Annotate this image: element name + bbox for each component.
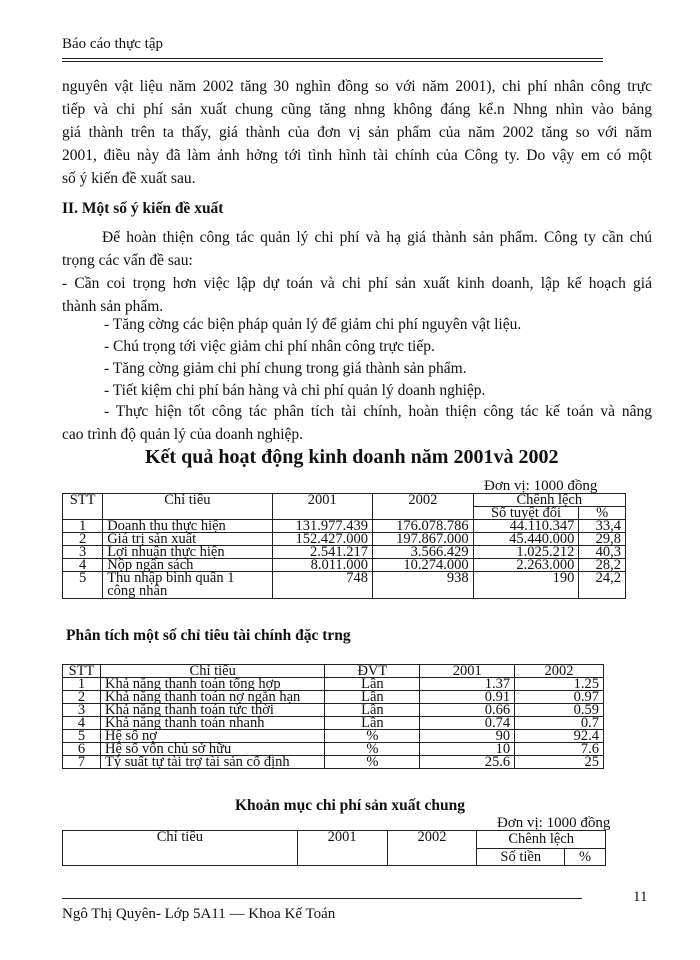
cell-2002: 0.59	[515, 704, 604, 717]
cell-pct: 33,4	[579, 520, 626, 533]
cell-name: Khả năng thanh toán nhanh	[100, 717, 324, 730]
cell-stt: 1	[63, 520, 103, 533]
cell-stt: 5	[63, 730, 101, 743]
cell-name: Tỷ suất tự tài trợ tài sản cố định	[100, 756, 324, 769]
cell-2002: 1.25	[515, 678, 604, 691]
financial-ratios-table	[62, 664, 604, 769]
cell-name: Khả năng thanh toán tổng hợp	[100, 678, 324, 691]
cell-dvt: Lần	[325, 691, 420, 704]
table-row	[63, 756, 604, 769]
cell-dvt: %	[325, 756, 420, 769]
cell-stt: 1	[63, 678, 101, 691]
overhead-costs-table	[62, 830, 606, 866]
header-sotuyetdoi: Số tuyệt đối	[473, 507, 579, 520]
cell-name: Khả năng thanh toán tức thời	[100, 704, 324, 717]
cell-2001: 0.91	[420, 691, 515, 704]
cell-2002: 3.566.429	[373, 546, 474, 559]
cell-2002: 7.6	[515, 743, 604, 756]
closing-line: - Thực hiện tốt công tác phân tích tài chính, hoàn thiện công tác kế toán và nâng	[104, 403, 652, 420]
bullet-item: - Tăng cờng giảm chi phí chung trong giá thành sản phẩm.	[104, 360, 467, 377]
cell-stt: 3	[63, 546, 103, 559]
header-sotien: Số tiền	[477, 848, 565, 866]
intro-paragraph	[62, 75, 652, 190]
cell-2001: 90	[420, 730, 515, 743]
cell-diff: 1.025.212	[473, 546, 579, 559]
cell-name: Hệ số vốn chủ sở hữu	[100, 743, 324, 756]
section-heading: II. Một số ý kiến đề xuất	[62, 200, 224, 217]
cell-dvt: Lần	[325, 717, 420, 730]
cell-name: Doanh thu thực hiện	[103, 520, 272, 533]
section-line: - Cần coi trọng hơn việc lập dự toán và chi phí sản xuất kinh doanh, lập kế hoạch giá	[62, 275, 652, 292]
cell-2002: 92.4	[515, 730, 604, 743]
cell-pct: 24,2	[579, 572, 626, 599]
cell-stt: 5	[63, 572, 103, 599]
cell-stt: 7	[63, 756, 101, 769]
cell-dvt: %	[325, 730, 420, 743]
header-stt: STT	[63, 494, 103, 520]
cell-dvt: Lần	[325, 678, 420, 691]
table-row	[63, 572, 626, 599]
cell-2002: 938	[373, 572, 474, 599]
section-line: trọng các vấn đề sau:	[62, 252, 193, 269]
cell-diff: 44.110.347	[473, 520, 579, 533]
cell-stt: 2	[63, 691, 101, 704]
cell-2001: 748	[272, 572, 373, 599]
cell-2001: 0.74	[420, 717, 515, 730]
cell-stt: 4	[63, 559, 103, 572]
header-2001: 2001	[272, 494, 373, 520]
table1-title: Kết quả hoạt động kinh doanh năm 2001và 2002	[145, 446, 559, 468]
intro-line: giá thành trên ta thấy, giá thành của đơn vị sản phẩm của năm 2002 tăng so với năm	[62, 124, 652, 141]
header-chitieu: Chỉ tiêu	[63, 831, 298, 866]
page-header: Báo cáo thực tập	[62, 36, 164, 52]
header-rule	[62, 58, 603, 59]
cell-diff: 45.440.000	[473, 533, 579, 546]
cell-2001: 152.427.000	[272, 533, 373, 546]
header-2001: 2001	[297, 831, 387, 866]
cell-dvt: %	[325, 743, 420, 756]
header-chenhlech: Chênh lệch	[477, 831, 606, 849]
intro-line: nguyên vật liệu năm 2002 tăng 30 nghìn đồng so với năm 2001), chi phí nhân công trực	[62, 78, 652, 95]
table1-unit: Đơn vị: 1000 đồng	[484, 478, 598, 494]
cell-2002: 25	[515, 756, 604, 769]
intro-line: tiếp và chi phí sản xuất chung cũng tăng nhng không đáng kể.n Nhng nhìn vào bảng	[62, 101, 652, 118]
table3-title: Khoản mục chi phí sản xuất chung	[235, 797, 465, 814]
cell-name-line2: công nhân	[107, 583, 168, 599]
intro-line: số ý kiến đề xuất sau.	[62, 170, 196, 187]
cell-2002: 0.7	[515, 717, 604, 730]
header-pct: %	[579, 507, 626, 520]
cell-name-line1: Thu nhập bình quân 1	[107, 570, 235, 586]
cell-diff: 2.263.000	[473, 559, 579, 572]
closing-paragraph	[62, 400, 652, 446]
business-results-table	[62, 493, 626, 599]
cell-name: Lợi nhuận thực hiện	[103, 546, 272, 559]
page-footer: Ngô Thị Quyên- Lớp 5A11 — Khoa Kế Toán	[62, 906, 336, 922]
cell-name: Giá trị sản xuất	[103, 533, 272, 546]
cell-dvt: Lần	[325, 704, 420, 717]
section-line: thành sản phẩm.	[62, 298, 164, 315]
cell-2001: 1.37	[420, 678, 515, 691]
cell-stt: 4	[63, 717, 101, 730]
cell-pct: 40,3	[579, 546, 626, 559]
table2-title: Phân tích một số chỉ tiêu tài chính đặc trng	[66, 627, 351, 644]
cell-2001: 10	[420, 743, 515, 756]
header-chitieu: Chỉ tiêu	[103, 494, 272, 520]
header-2001: 2001	[420, 665, 515, 678]
cell-pct: 28,2	[579, 559, 626, 572]
header-pct: %	[565, 848, 606, 866]
cell-pct: 29,8	[579, 533, 626, 546]
section-line: Để hoàn thiện công tác quản lý chi phí và hạ giá thành sản phẩm. Công ty cần chú	[102, 229, 652, 246]
cell-2001: 0.66	[420, 704, 515, 717]
cell-2002: 10.274.000	[373, 559, 474, 572]
cell-2001: 8.011.000	[272, 559, 373, 572]
header-rule-thin	[62, 61, 603, 62]
section-paragraph	[62, 226, 652, 318]
cell-name: Hệ số nợ	[100, 730, 324, 743]
closing-line: cao trình độ quản lý của doanh nghiệp.	[62, 426, 304, 443]
header-2002: 2002	[515, 665, 604, 678]
cell-2002: 176.078.786	[373, 520, 474, 533]
cell-2001: 131.977.439	[272, 520, 373, 533]
header-2002: 2002	[373, 494, 474, 520]
header-chenhlech: Chênh lệch	[473, 494, 625, 507]
cell-name: Khả năng thanh toán nợ ngắn hạn	[100, 691, 324, 704]
header-chitieu: Chỉ tiêu	[100, 665, 324, 678]
bullet-item: - Chú trọng tới việc giảm chi phí nhân công trực tiếp.	[104, 338, 435, 355]
header-stt: STT	[63, 665, 101, 678]
cell-name	[103, 572, 272, 599]
intro-line: 2001, điều này đã làm ảnh hởng tới tình hình tài chính của Công ty. Do vậy em có một	[62, 147, 652, 164]
cell-2001: 25.6	[420, 756, 515, 769]
footer-rule	[62, 898, 582, 899]
cell-2001: 2.541.217	[272, 546, 373, 559]
bullet-item: - Tăng cờng các biện pháp quản lý để giảm chi phí nguyên vật liệu.	[104, 316, 522, 333]
cell-stt: 2	[63, 533, 103, 546]
header-dvt: ĐVT	[325, 665, 420, 678]
cell-stt: 3	[63, 704, 101, 717]
header-2002: 2002	[387, 831, 477, 866]
cell-2002: 197.867.000	[373, 533, 474, 546]
cell-2002: 0.97	[515, 691, 604, 704]
table3-unit: Đơn vị: 1000 đồng	[497, 815, 611, 831]
cell-stt: 6	[63, 743, 101, 756]
cell-name: Nộp ngân sách	[103, 559, 272, 572]
cell-diff: 190	[473, 572, 579, 599]
bullet-item: - Tiết kiệm chi phí bán hàng và chi phí quản lý doanh nghiệp.	[104, 382, 486, 399]
page-number: 11	[633, 889, 648, 905]
